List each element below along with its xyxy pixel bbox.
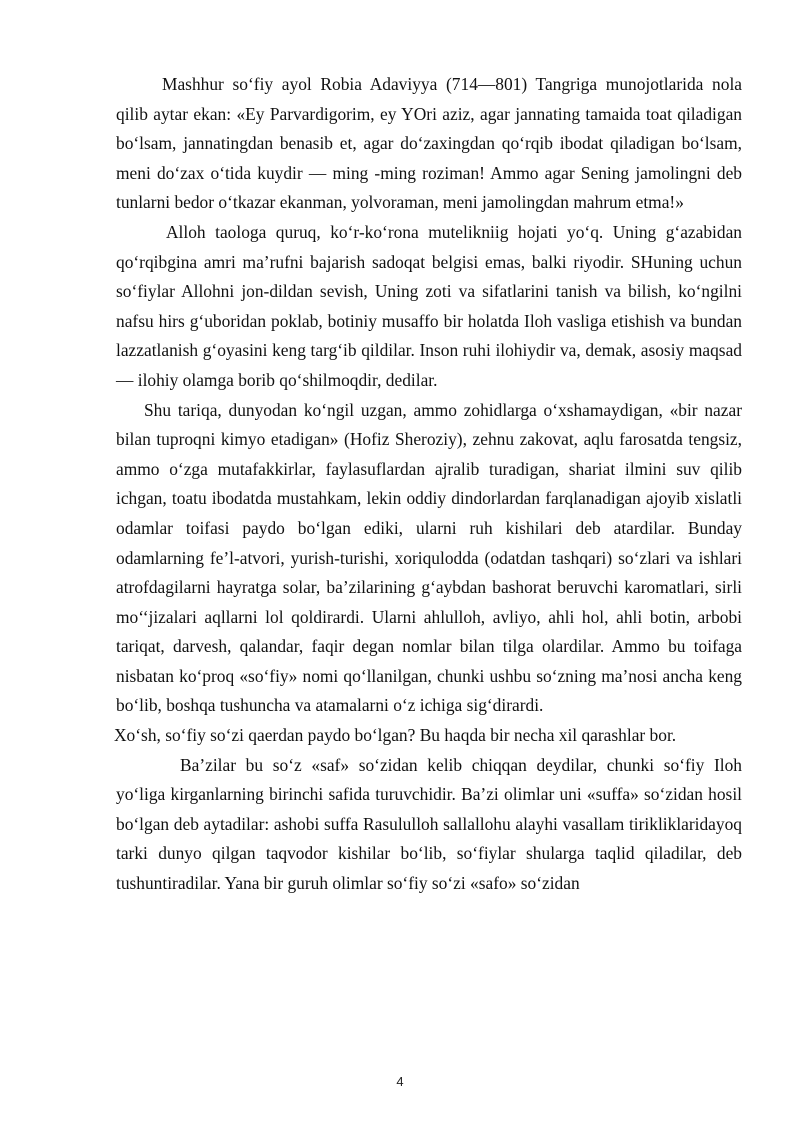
paragraph-shu-tariqa: Shu tariqa, dunyodan ko‘ngil uzgan, ammo zohidlarga o‘xshamaydigan, «bir nazar bilan tuproqni kimyo etadigan» (Hofiz Sheroziy), zehnu zakovat, aqlu farosatda tengsiz, ammo o‘zga mutafakkirlar, faylasuflardan ajralib turadigan, shariat ilmini suv qilib ichgan, toatu ibodatda mustahkam, lekin oddiy dindorlardan farqlanadigan ajoyib xislatli odamlar toifasi paydo bo‘lgan ediki, ularni ruh kishilari deb atardilar. Bunday odamlarning fe’l-atvori, yurish-turishi, xoriqulodda (odatdan tashqari) so‘zlari va ishlari atrofdagilarni hayratga solar, ba’zilarining g‘aybdan bashorat beruvchi karomatlari, sirli mo‘‘jizalari aqllarni lol qoldirardi. Ularni ahlulloh, avliyo, ahli hol, ahli botin, arbobi tariqat, darvesh, qalandar, faqir degan nomlar bilan tilga olardilar. Ammo bu toifaga nisbatan ko‘proq «so‘fiy» nomi qo‘llanilgan, chunki ushbu so‘zning ma’nosi ancha keng bo‘lib, boshqa tushuncha va atamalarni o‘z ichiga sig‘dirardi. <box>116 399 742 716</box>
body-text <box>116 70 742 899</box>
paragraph-alloh-taolo: Alloh taologa quruq, ko‘r-ko‘rona mutelikniig hojati yo‘q. Uning g‘azabidan qo‘rqibgina amri ma’rufni bajarish sadoqat belgisi emas, balki riyodir. SHuning uchun so‘fiylar Allohni jon-dildan sevish, Uning zoti va sifatlarini tanish va bilish, ko‘ngilni nafsu hirs g‘uboridan poklab, botiniy musaffo bir holatda Iloh vasliga etishish va bundan lazzatlanish g‘oyasini keng targ‘ib qildilar. Inson ruhi ilohiydir va, demak, asosiy maqsad — ilohiy olamga borib qo‘shilmoqdir, dedilar. <box>116 221 742 390</box>
paragraph-bazilar: Ba’zilar bu so‘z «saf» so‘zidan kelib chiqqan deydilar, chunki so‘fiy Iloh yo‘liga kirganlarning birinchi safida turuvchidir. Ba’zi olimlar uni «suffa» so‘zidan hosil bo‘lgan deb aytadilar: ashobi suffa Rasululloh sallallohu alayhi vasallam tirikliklaridayoq tarki dunyo qilgan taqvodor kishilar bo‘lib, so‘fiylar shularga taqlid qiladilar, deb tushuntiradilar. Yana bir guruh olimlar so‘fiy so‘zi «safo» so‘zidan <box>116 754 742 894</box>
page-number: 4 <box>396 1074 404 1089</box>
paragraph-question: Xo‘sh, so‘fiy so‘zi qaerdan paydo bo‘lgan? Bu haqda bir necha xil qarashlar bor. <box>114 725 677 746</box>
paragraph-robia-adaviyya: Mashhur so‘fiy ayol Robia Adaviyya (714—801) Tangriga munojotlarida nola qilib aytar ekan: «Ey Parvardigorim, ey YOri aziz, agar jannating tamaida toat qiladigan bo‘lsam, jannatingdan benasib et, agar do‘zaxingdan qo‘rqib ibodat qiladigan bo‘lsam, meni do‘zax o‘tida kuydir — ming -ming roziman! Ammo agar Sening jamolingni deb tunlarni bedor o‘tkazar ekanman, yolvoraman, meni jamolingdan mahrum etma!» <box>116 74 742 213</box>
